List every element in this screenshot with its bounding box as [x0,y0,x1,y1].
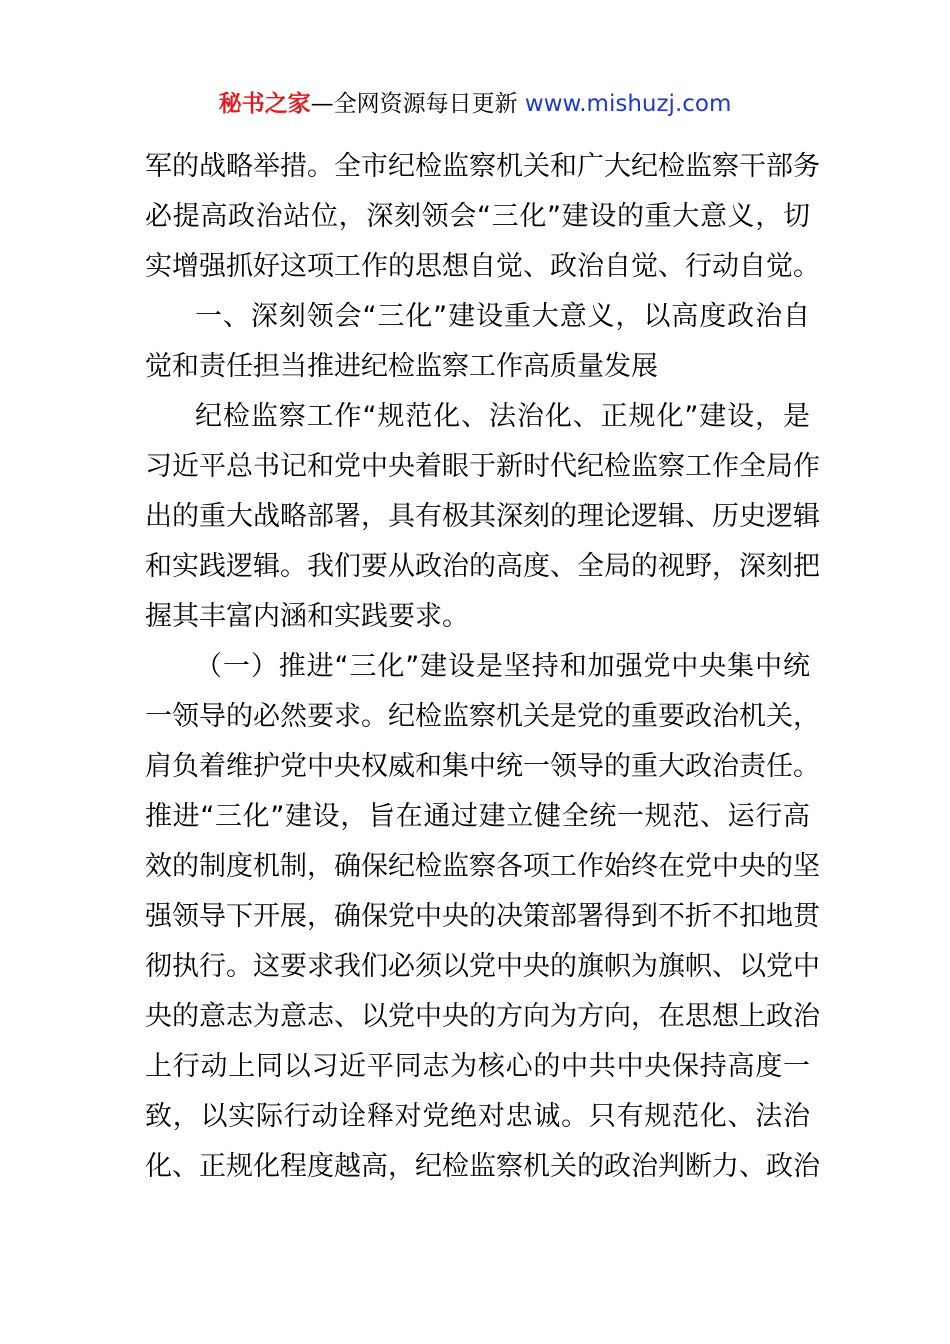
text-line: 上行动上同以习近平同志为核心的中共中央保持高度一 [145,1051,810,1082]
site-url-link[interactable]: www.mishuzj.com [524,91,732,117]
section-heading-line: 觉和责任担当推进纪检监察工作高质量发展 [145,351,658,382]
section-heading-line: 一、深刻领会“三化”建设重大意义，以高度政治自 [195,301,810,332]
text-line: 推进“三化”建设，旨在通过建立健全统一规范、运行高 [145,801,810,832]
text-line: 军的战略举措。全市纪检监察机关和广大纪检监察干部务 [145,151,820,182]
text-line: 纪检监察工作“规范化、法治化、正规化”建设，是 [195,401,810,432]
text-line: 央的意志为意志、以党中央的方向为方向，在思想上政治 [145,1001,820,1032]
text-line: 效的制度机制，确保纪检监察各项工作始终在党中央的坚 [145,851,820,882]
text-line: 和实践逻辑。我们要从政治的高度、全局的视野，深刻把 [145,551,820,582]
document-body [145,147,820,1197]
text-line: 彻执行。这要求我们必须以党中央的旗帜为旗帜、以党中 [145,951,820,982]
text-line: 致，以实际行动诠释对党绝对忠诚。只有规范化、法治 [145,1101,810,1132]
site-slogan: —全网资源每日更新 [310,91,518,117]
text-line: 握其丰富内涵和实践要求。 [145,601,469,632]
text-line: 必提高政治站位，深刻领会“三化”建设的重大意义，切 [145,201,810,232]
site-brand: 秘书之家 [218,91,311,117]
text-line: 一领导的必然要求。纪检监察机关是党的重要政治机关， [145,701,820,732]
text-line: 强领导下开展，确保党中央的决策部署得到不折不扣地贯 [145,901,820,932]
text-line: 实增强抓好这项工作的思想自觉、政治自觉、行动自觉。 [145,251,820,282]
text-line: 出的重大战略部署，具有极其深刻的理论逻辑、历史逻辑 [145,501,820,532]
text-line: 习近平总书记和党中央着眼于新时代纪检监察工作全局作 [145,451,820,482]
site-header [0,88,950,120]
text-line: 化、正规化程度越高，纪检监察机关的政治判断力、政治 [145,1151,820,1182]
text-line: 肩负着维护党中央权威和集中统一领导的重大政治责任。 [145,751,820,782]
text-line: （一）推进“三化”建设是坚持和加强党中央集中统 [195,651,810,682]
